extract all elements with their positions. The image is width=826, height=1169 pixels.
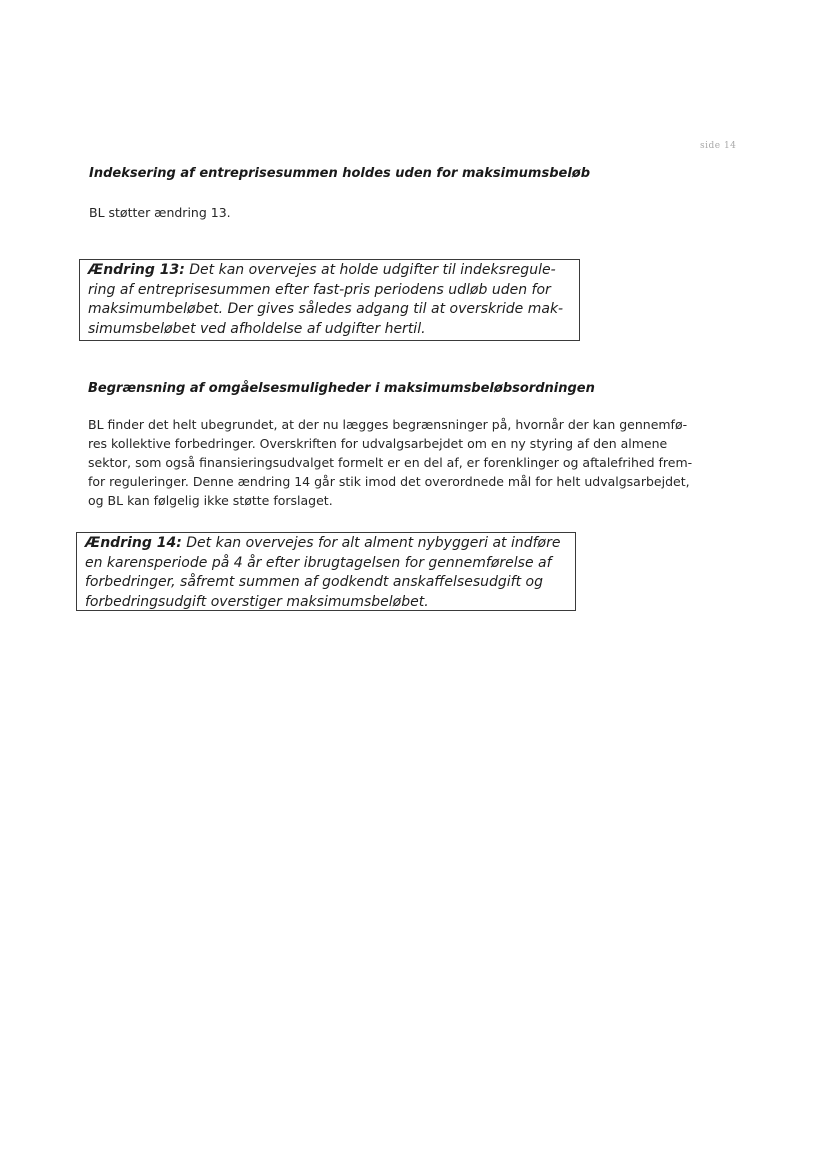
amendment-14-box — [76, 532, 576, 611]
amendment-line-text: Det kan overvejes at holde udgifter til indeksregule- — [184, 262, 556, 278]
amendment-line — [85, 534, 575, 554]
section-heading-restriction: Begrænsning af omgåelsesmuligheder i maksimumsbeløbsordningen — [88, 381, 595, 396]
paragraph-line: BL finder det helt ubegrundet, at der nu lægges begrænsninger på, hvornår der kan gennemfø- — [88, 417, 688, 432]
amendment-13-box — [79, 259, 580, 341]
amendment-13-label: Ændring 13: — [88, 262, 185, 278]
paragraph-line: og BL kan følgelig ikke støtte forslaget. — [88, 493, 333, 508]
paragraph-line: for reguleringer. Denne ændring 14 går stik imod det overordnede mål for helt udvalgsarbejdet, — [88, 474, 690, 489]
amendment-line: forbedringsudgift overstiger maksimumsbeløbet. — [85, 593, 429, 610]
amendment-line: ring af entreprisesummen efter fast-pris periodens udløb uden for — [88, 281, 551, 298]
amendment-line: forbedringer, såfremt summen af godkendt anskaffelsesudgift og — [85, 574, 543, 590]
amendment-line — [88, 261, 579, 281]
amendment-14-text — [85, 534, 575, 612]
amendment-14-label: Ændring 14: — [85, 535, 182, 551]
paragraph-line: res kollektive forbedringer. Overskriften for udvalgsarbejdet om en ny styring af den almene — [88, 436, 668, 451]
paragraph-line: sektor, som også finansieringsudvalget formelt er en del af, er forenklinger og aftalefrihed frem- — [88, 455, 693, 470]
amendment-line: en karensperiode på 4 år efter ibrugtagelsen for gennemførelse af — [85, 554, 552, 571]
amendment-line: simumsbeløbet ved afholdelse af udgifter hertil. — [88, 320, 426, 337]
amendment-line: maksimumbeløbet. Der gives således adgang til at overskride mak- — [88, 301, 564, 317]
amendment-line-text: Det kan overvejes for alt alment nybyggeri at indføre — [181, 535, 561, 551]
section-heading-indexation: Indeksering af entreprisesummen holdes uden for maksimumsbeløb — [89, 166, 591, 181]
section-body-restriction — [88, 415, 692, 510]
section-body-indexation — [89, 203, 231, 222]
page-number: side 14 — [700, 141, 737, 151]
paragraph-line: BL støtter ændring 13. — [89, 205, 231, 220]
amendment-13-text — [88, 261, 579, 339]
